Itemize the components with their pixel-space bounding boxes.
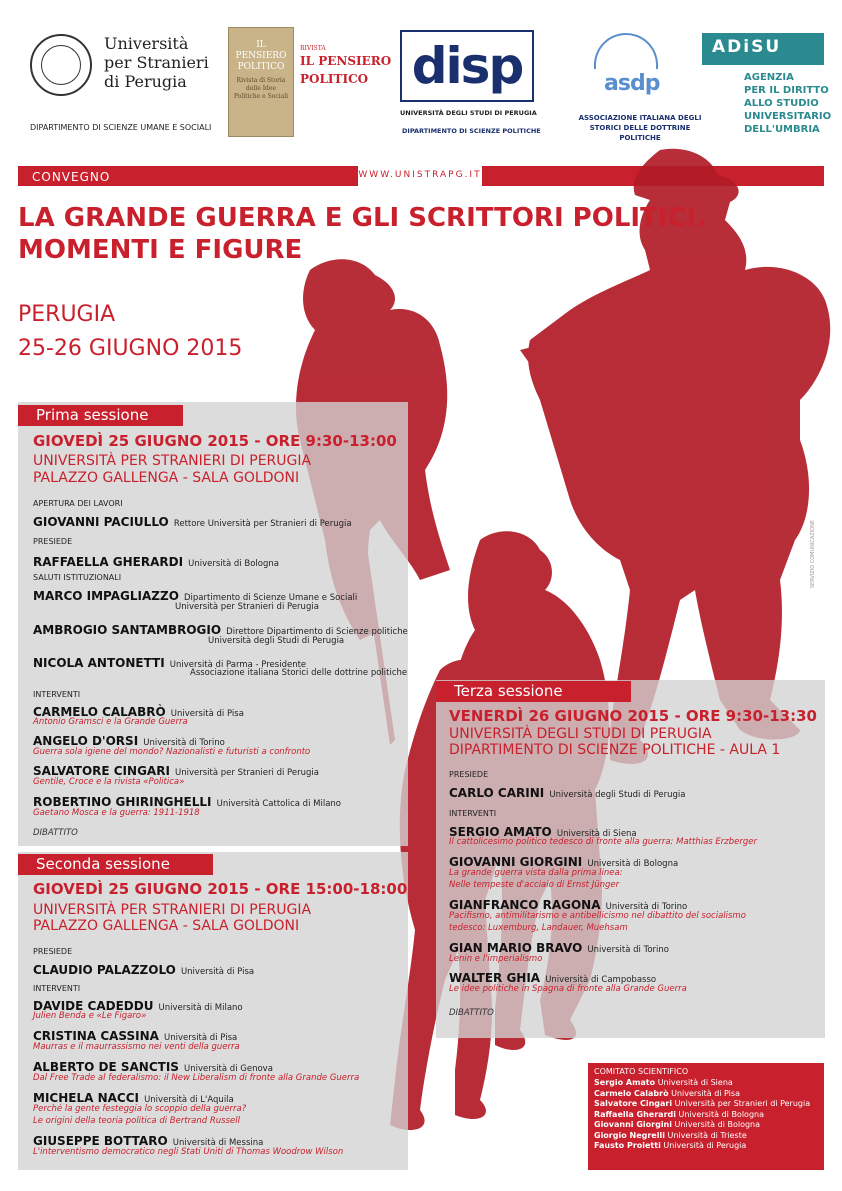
- disp-logo: disp: [400, 30, 534, 102]
- talk-speaker: GIOVANNI GIORGINI Università di Bologna: [449, 855, 679, 869]
- talk-title: Antonio Gramsci e la Grande Guerra: [33, 717, 188, 727]
- talk-title: Le origini della teoria politica di Bertrand Russell: [33, 1116, 240, 1126]
- session-2-panel: [18, 852, 408, 1170]
- committee-member: Carmelo Calabrò Università di Pisa: [594, 1088, 740, 1098]
- section-interventi: INTERVENTI: [33, 984, 81, 993]
- side-credit: SERVIZIO COMUNICAZIONE: [810, 520, 816, 589]
- session-3-tab: Terza sessione: [436, 681, 631, 702]
- website-link[interactable]: WWW.UNISTRAPG.IT: [358, 166, 482, 186]
- talk-title: Maurras e il maurrassismo nei venti della guerra: [33, 1042, 240, 1052]
- talk-title: tedesco: Luxemburg, Landauer, Muehsam: [449, 923, 628, 933]
- talk-title: Julien Benda e «Le Figaro»: [33, 1011, 147, 1021]
- talk-speaker: CARMELO CALABRÒ Università di Pisa: [33, 705, 244, 719]
- talk-speaker: ROBERTINO GHIRINGHELLI Università Cattolica di Milano: [33, 795, 341, 809]
- session-3-venue-1: UNIVERSITÀ DEGLI STUDI DI PERUGIA: [449, 726, 712, 742]
- talk-title: La grande guerra vista dalla prima linea:: [449, 868, 623, 878]
- talk-speaker: GIUSEPPE BOTTARO Università di Messina: [33, 1134, 264, 1148]
- session-3-datetime: VENERDÌ 26 GIUGNO 2015 - ORE 9:30-13:30: [449, 707, 817, 725]
- talk-speaker: MICHELA NACCI Università di L'Aquila: [33, 1091, 234, 1105]
- session-2-tab: Seconda sessione: [18, 854, 213, 875]
- session-1-venue-1: UNIVERSITÀ PER STRANIERI DI PERUGIA: [33, 453, 312, 469]
- disp-university: UNIVERSITÀ DEGLI STUDI DI PERUGIA: [400, 109, 537, 117]
- talk-speaker: WALTER GHIA Università di Campobasso: [449, 971, 657, 985]
- adisu-name: AGENZIA PER IL DIRITTO ALLO STUDIO UNIVERSITARIO DELL'UMBRIA: [744, 72, 832, 135]
- dome-icon: [594, 33, 658, 69]
- university-seal-icon: [30, 34, 92, 96]
- talk-title: Nelle tempeste d'acciaio di Ernst Jünger: [449, 880, 620, 890]
- talk-title: Perché la gente festeggia lo scoppio della guerra?: [33, 1104, 247, 1114]
- session-2-datetime: GIOVEDÌ 25 GIUGNO 2015 - ORE 15:00-18:00: [33, 880, 408, 898]
- speaker-affiliation: Università degli Studi di Perugia: [208, 636, 345, 646]
- talk-speaker: SALVATORE CINGARI Università per Stranieri di Perugia: [33, 764, 319, 778]
- session-1-panel: [18, 402, 408, 846]
- comitato-scientifico: COMITATO SCIENTIFICO Sergio Amato Università di Siena Carmelo Calabrò Università di Pisa Salvatore Cingari Università per Stranieri di Perugia Raffaella Gherardi Università di Bologna Giovanni Giorgini Università di Bologna Giorgio Negrelli Università di Trieste Fausto Proietti Università di Perugia: [588, 1063, 824, 1170]
- section-presiede: PRESIEDE: [449, 770, 489, 779]
- unistrapg-name: Università per Stranieri di Perugia: [104, 34, 209, 91]
- adisu-logo: ADiSU: [702, 33, 824, 65]
- section-apertura: APERTURA DEI LAVORI: [33, 499, 123, 508]
- committee-member: Sergio Amato Università di Siena: [594, 1078, 733, 1087]
- committee-member: Raffaella Gherardi Università di Bologna: [594, 1109, 764, 1119]
- assdp-logo: asdp: [592, 33, 662, 107]
- dibattito-label: DIBATTITO: [33, 828, 78, 838]
- talk-title: Gaetano Mosca e la guerra: 1911-1918: [33, 808, 200, 818]
- committee-member: Giorgio Negrelli Università di Trieste: [594, 1130, 747, 1140]
- speaker-row: CARLO CARINI Università degli Studi di Perugia: [449, 786, 686, 800]
- talk-title: Gentile, Croce e la rivista «Politica»: [33, 777, 185, 787]
- disp-department: DIPARTIMENTO DI SCIENZE POLITICHE: [402, 127, 541, 135]
- speaker-row: GIOVANNI PACIULLO Rettore Università per Stranieri di Perugia: [33, 515, 352, 529]
- talk-speaker: SERGIO AMATO Università di Siena: [449, 825, 637, 839]
- speaker-affiliation: Università per Stranieri di Perugia: [175, 602, 319, 612]
- talk-title: Guerra sola igiene del mondo? Nazionalisti e futuristi a confronto: [33, 747, 311, 757]
- session-3-venue-2: DIPARTIMENTO DI SCIENZE POLITICHE - AULA 1: [449, 742, 781, 758]
- speaker-affiliation: Associazione italiana Storici delle dottrine politiche: [190, 668, 408, 678]
- talk-title: L'interventismo democratico negli Stati Uniti di Thomas Woodrow Wilson: [33, 1147, 344, 1157]
- talk-title: Le idee politiche in Spagna di fronte alla Grande Guerra: [449, 984, 687, 994]
- unistrapg-dept: DIPARTIMENTO DI SCIENZE UMANE E SOCIALI: [30, 123, 212, 132]
- session-2-venue-2: PALAZZO GALLENGA - SALA GOLDONI: [33, 918, 300, 934]
- talk-speaker: DAVIDE CADEDDU Università di Milano: [33, 999, 243, 1013]
- talk-title: Dal Free Trade al federalismo: il New Liberalism di fronte alla Grande Guerra: [33, 1073, 360, 1083]
- unistrapg-logo: [30, 32, 230, 102]
- talk-speaker: ALBERTO DE SANCTIS Università di Genova: [33, 1060, 273, 1074]
- event-place-dates: PERUGIA 25-26 GIUGNO 2015: [18, 302, 243, 361]
- speaker-row: AMBROGIO SANTAMBROGIO Direttore Dipartimento di Scienze politiche: [33, 623, 408, 637]
- session-1-datetime: GIOVEDÌ 25 GIUGNO 2015 - ORE 9:30-13:00: [33, 432, 397, 450]
- pensiero-politico-cover: IL PENSIERO POLITICO Rivista di Storia delle Idee Politiche e Sociali: [228, 27, 294, 137]
- talk-speaker: GIAN MARIO BRAVO Università di Torino: [449, 941, 669, 955]
- convegno-label: CONVEGNO: [32, 170, 111, 184]
- session-2-venue-1: UNIVERSITÀ PER STRANIERI DI PERUGIA: [33, 902, 312, 918]
- speaker-row: NICOLA ANTONETTI Università di Parma - Presidente: [33, 656, 307, 670]
- speaker-row: CLAUDIO PALAZZOLO Università di Pisa: [33, 963, 255, 977]
- committee-member: Fausto Proietti Università di Perugia: [594, 1141, 747, 1150]
- session-3-panel: [436, 680, 825, 1038]
- assdp-name: ASSOCIAZIONE ITALIANA DEGLI STORICI DELLE DOTTRINE POLITICHE: [578, 114, 702, 142]
- talk-title: Pacifismo, antimilitarismo e antibellicismo nel dibattito del socialismo: [449, 911, 746, 921]
- speaker-row: MARCO IMPAGLIAZZO Dipartimento di Scienze Umane e Sociali: [33, 589, 358, 603]
- talk-speaker: GIANFRANCO RAGONA Università di Torino: [449, 898, 688, 912]
- section-saluti: SALUTI ISTITUZIONALI: [33, 573, 122, 582]
- session-1-venue-2: PALAZZO GALLENGA - SALA GOLDONI: [33, 470, 300, 486]
- talk-title: Il cattolicesimo politico tedesco di fronte alla guerra: Matthias Erzberger: [449, 837, 757, 847]
- session-1-tab: Prima sessione: [18, 405, 183, 426]
- talk-title: Lenin e l'imperialismo: [449, 954, 543, 964]
- committee-member: Giovanni Giorgini Università di Bologna: [594, 1120, 761, 1129]
- committee-member: Salvatore Cingari Università per Stranieri di Perugia: [594, 1099, 811, 1108]
- section-interventi: INTERVENTI: [33, 690, 81, 699]
- section-presiede: PRESIEDE: [33, 537, 73, 546]
- talk-speaker: CRISTINA CASSINA Università di Pisa: [33, 1029, 238, 1043]
- speaker-row: RAFFAELLA GHERARDI Università di Bologna: [33, 555, 279, 569]
- dibattito-label: DIBATTITO: [449, 1008, 494, 1018]
- section-presiede: PRESIEDE: [33, 947, 73, 956]
- pensiero-politico-wordmark: RIVISTA IL PENSIERO POLITICO: [300, 45, 392, 86]
- section-interventi: INTERVENTI: [449, 809, 497, 818]
- event-title: LA GRANDE GUERRA E GLI SCRITTORI POLITICI. MOMENTI E FIGURE: [18, 203, 707, 265]
- talk-speaker: ANGELO D'ORSI Università di Torino: [33, 734, 225, 748]
